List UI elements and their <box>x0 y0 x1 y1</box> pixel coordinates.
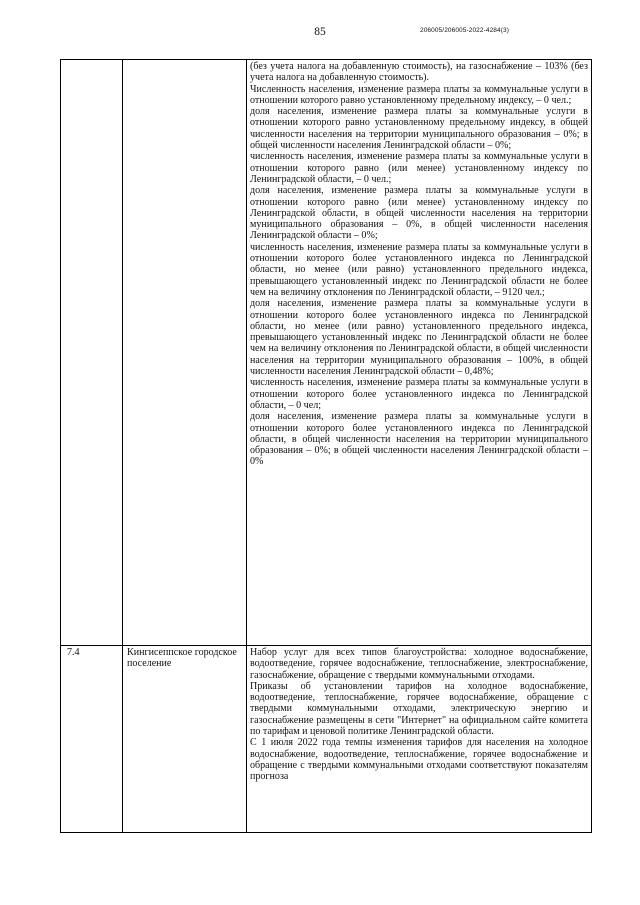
paragraph: Набор услуг для всех типов благоустройства: холодное водоснабжение, водоотведение, горячее водоснабжение, теплоснабжение, электроснабжение, газоснабжение, обращение с твердыми коммунальными отходами. <box>250 647 588 681</box>
paragraph: численность населения, изменение размера платы за коммунальные услуги в отношении которого более установленного индекса по Ленинградской области, – 0 чел; <box>250 377 588 411</box>
paragraph: доля населения, изменение размера платы за коммунальные услуги в отношении которого равно установленному предельному индексу, в общей численности населения на территории муниципального образования – 0%; в общей численности населения Ленинградской области – 0%; <box>250 106 588 152</box>
description-cell <box>247 60 592 646</box>
paragraph: (без учета налога на добавленную стоимость), на газоснабжение – 103% (без учета налога на добавленную стоимость). <box>250 61 588 84</box>
municipality-name-cell <box>123 60 247 646</box>
paragraph: доля населения, изменение размера платы за коммунальные услуги в отношении которого более установленного индекса по Ленинградской области, но менее (или равно) установленного предельного индекса, превышающего установленный индекс по Ленинградской области не более чем на величину отклонения по Ленинградской области, в общей численности населения на территории муниципального образования – 100%, в общей численности населения Ленинградской области – 0,48%; <box>250 298 588 378</box>
table-row <box>61 60 592 646</box>
paragraph: численность населения, изменение размера платы за коммунальные услуги в отношении которого более установленного индекса по Ленинградской области, но менее (или равно) установленного предельного индекса, превышающего установленный индекс по Ленинградской области не более чем на величину отклонения по Ленинградской области, – 9120 чел.; <box>250 241 588 298</box>
page-number: 85 <box>314 26 326 38</box>
document-id: 206005/206005-2022-4284(3) <box>420 27 509 34</box>
row-number-cell: 7.4 <box>61 646 123 833</box>
paragraph: доля населения, изменение размера платы за коммунальные услуги в отношении которого равно (или менее) установленному индексу по Ленинградской области, в общей численности населения на территории муниципального образования – 0%, в общей численности населения Ленинградской области – 0%; <box>250 185 588 242</box>
row-number-cell <box>61 60 123 646</box>
paragraph: доля населения, изменение размера платы за коммунальные услуги в отношении которого более установленного индекса по Ленинградской области, в общей численности населения на территории муниципального образования – 0%; в общей численности населения Ленинградской области – 0% <box>250 411 588 468</box>
description-cell <box>247 646 592 833</box>
paragraph: Приказы об установлении тарифов на холодное водоснабжение, водоотведение, теплоснабжение, горячее водоснабжение, обращение с твердыми коммунальными отходами, электрическую энергию и газоснабжение размещены в сети "Интернет" на официальном сайте комитета по тарифам и ценовой политике Ленинградской области. <box>250 680 588 738</box>
paragraph: численность населения, изменение размера платы за коммунальные услуги в отношении которого равно (или менее) установленному индексу по Ленинградской области, – 0 чел.; <box>250 151 588 185</box>
paragraph: Численность населения, изменение размера платы за коммунальные услуги в отношении которого равно установленному предельному индексу, – 0 чел.; <box>250 83 588 106</box>
paragraph: С 1 июля 2022 года темпы изменения тарифов для населения на холодное водоснабжение, водоотведение, теплоснабжение, горячее водоснабжение и обращение с твердыми коммунальными отходами соответствуют показателям прогноза <box>250 737 588 783</box>
table-row <box>61 646 592 833</box>
document-table <box>60 59 592 833</box>
municipality-name-cell: Кингисеппское городское поселение <box>123 646 247 833</box>
